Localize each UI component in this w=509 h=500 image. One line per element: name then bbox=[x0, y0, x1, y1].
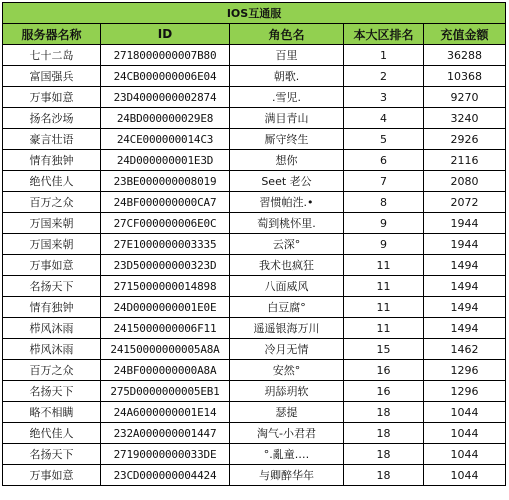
rank-cell: 18 bbox=[344, 444, 424, 465]
server-name-cell: 百万之众 bbox=[3, 360, 101, 381]
player-id-cell: 2715000000014898 bbox=[101, 276, 230, 297]
rank-cell: 16 bbox=[344, 381, 424, 402]
rank-cell: 11 bbox=[344, 255, 424, 276]
server-name-cell: 扬名沙场 bbox=[3, 108, 101, 129]
recharge-amount-cell: 9270 bbox=[424, 87, 506, 108]
server-name-cell: 豪言壮语 bbox=[3, 129, 101, 150]
player-id-cell: 2718000000007B80 bbox=[101, 45, 230, 66]
player-id-cell: 23BE000000008019 bbox=[101, 171, 230, 192]
role-name-cell: 百里 bbox=[230, 45, 344, 66]
recharge-amount-cell: 1044 bbox=[424, 423, 506, 444]
rank-cell: 9 bbox=[344, 213, 424, 234]
recharge-amount-cell: 1296 bbox=[424, 381, 506, 402]
table-row bbox=[3, 45, 506, 66]
header-row bbox=[3, 24, 506, 45]
recharge-amount-cell: 2116 bbox=[424, 150, 506, 171]
rank-cell: 18 bbox=[344, 465, 424, 486]
player-id-cell: 24CB000000006E04 bbox=[101, 66, 230, 87]
role-name-cell: 想你 bbox=[230, 150, 344, 171]
rank-cell: 5 bbox=[344, 129, 424, 150]
recharge-amount-cell: 2080 bbox=[424, 171, 506, 192]
table-row bbox=[3, 255, 506, 276]
server-name-cell: 名扬天下 bbox=[3, 276, 101, 297]
role-name-cell: 淘气-小君君 bbox=[230, 423, 344, 444]
ranking-table-container bbox=[2, 2, 506, 486]
server-name-cell: 绝代佳人 bbox=[3, 171, 101, 192]
rank-cell: 2 bbox=[344, 66, 424, 87]
role-name-cell: 冷月无情 bbox=[230, 339, 344, 360]
table-row bbox=[3, 297, 506, 318]
player-id-cell: 27190000000033DE bbox=[101, 444, 230, 465]
rank-cell: 8 bbox=[344, 192, 424, 213]
player-id-cell: 23D500000000323D bbox=[101, 255, 230, 276]
server-name-cell: 富国强兵 bbox=[3, 66, 101, 87]
role-name-cell: 白豆腐° bbox=[230, 297, 344, 318]
server-name-cell: 栉风沐雨 bbox=[3, 318, 101, 339]
rank-cell: 16 bbox=[344, 360, 424, 381]
role-name-cell: 萄到桃怀里. bbox=[230, 213, 344, 234]
role-name-cell: 習惯帕泩.• bbox=[230, 192, 344, 213]
table-row bbox=[3, 234, 506, 255]
table-row bbox=[3, 318, 506, 339]
table-row bbox=[3, 66, 506, 87]
rank-cell: 4 bbox=[344, 108, 424, 129]
rank-cell: 11 bbox=[344, 318, 424, 339]
recharge-amount-cell: 1494 bbox=[424, 297, 506, 318]
recharge-amount-cell: 1044 bbox=[424, 465, 506, 486]
player-id-cell: 23D4000000002874 bbox=[101, 87, 230, 108]
table-body bbox=[3, 45, 506, 486]
role-name-cell: 安然° bbox=[230, 360, 344, 381]
player-id-cell: 24D0000000001E0E bbox=[101, 297, 230, 318]
server-name-cell: 名扬天下 bbox=[3, 381, 101, 402]
player-id-cell: 24BF000000000A8A bbox=[101, 360, 230, 381]
table-row bbox=[3, 381, 506, 402]
rank-cell: 11 bbox=[344, 297, 424, 318]
ranking-table bbox=[2, 2, 506, 486]
player-id-cell: 27E1000000003335 bbox=[101, 234, 230, 255]
player-id-cell: 27CF000000006E0C bbox=[101, 213, 230, 234]
rank-cell: 7 bbox=[344, 171, 424, 192]
role-name-cell: 与卿醉华年 bbox=[230, 465, 344, 486]
rank-cell: 18 bbox=[344, 402, 424, 423]
player-id-cell: 24150000000005A8A bbox=[101, 339, 230, 360]
rank-cell: 1 bbox=[344, 45, 424, 66]
role-name-cell: 满目青山 bbox=[230, 108, 344, 129]
table-row bbox=[3, 171, 506, 192]
rank-cell: 6 bbox=[344, 150, 424, 171]
server-name-cell: 情有独钟 bbox=[3, 150, 101, 171]
recharge-amount-cell: 1044 bbox=[424, 402, 506, 423]
recharge-amount-cell: 2072 bbox=[424, 192, 506, 213]
table-title: IOS互通服 bbox=[3, 3, 506, 24]
server-name-cell: 万事如意 bbox=[3, 255, 101, 276]
player-id-cell: 2415000000006F11 bbox=[101, 318, 230, 339]
rank-cell: 11 bbox=[344, 276, 424, 297]
table-row bbox=[3, 150, 506, 171]
recharge-amount-cell: 2926 bbox=[424, 129, 506, 150]
table-row bbox=[3, 360, 506, 381]
player-id-cell: 24BF000000000CA7 bbox=[101, 192, 230, 213]
server-name-cell: 百万之众 bbox=[3, 192, 101, 213]
role-name-cell: Seet 老公 bbox=[230, 171, 344, 192]
player-id-cell: 232A000000001447 bbox=[101, 423, 230, 444]
role-name-cell: °.亂童.… bbox=[230, 444, 344, 465]
table-row bbox=[3, 465, 506, 486]
recharge-amount-cell: 1494 bbox=[424, 318, 506, 339]
table-row bbox=[3, 108, 506, 129]
column-header-role-name: 角色名 bbox=[230, 24, 344, 45]
table-row bbox=[3, 87, 506, 108]
server-name-cell: 七十二岛 bbox=[3, 45, 101, 66]
column-header-id: ID bbox=[101, 24, 230, 45]
table-row bbox=[3, 423, 506, 444]
role-name-cell: 朝歌. bbox=[230, 66, 344, 87]
rank-cell: 18 bbox=[344, 423, 424, 444]
table-row bbox=[3, 192, 506, 213]
role-name-cell: 我术也疯狂 bbox=[230, 255, 344, 276]
table-row bbox=[3, 402, 506, 423]
recharge-amount-cell: 1494 bbox=[424, 255, 506, 276]
recharge-amount-cell: 1296 bbox=[424, 360, 506, 381]
player-id-cell: 24BD000000029E8 bbox=[101, 108, 230, 129]
table-row bbox=[3, 213, 506, 234]
server-name-cell: 万事如意 bbox=[3, 87, 101, 108]
table-row bbox=[3, 339, 506, 360]
server-name-cell: 万国来朝 bbox=[3, 234, 101, 255]
recharge-amount-cell: 10368 bbox=[424, 66, 506, 87]
role-name-cell: 八面威风 bbox=[230, 276, 344, 297]
rank-cell: 9 bbox=[344, 234, 424, 255]
table-row bbox=[3, 444, 506, 465]
recharge-amount-cell: 36288 bbox=[424, 45, 506, 66]
recharge-amount-cell: 1494 bbox=[424, 276, 506, 297]
table-row bbox=[3, 129, 506, 150]
role-name-cell: 厮守终生 bbox=[230, 129, 344, 150]
recharge-amount-cell: 1462 bbox=[424, 339, 506, 360]
server-name-cell: 情有独钟 bbox=[3, 297, 101, 318]
server-name-cell: 绝代佳人 bbox=[3, 423, 101, 444]
recharge-amount-cell: 1044 bbox=[424, 444, 506, 465]
player-id-cell: 24CE000000014C3 bbox=[101, 129, 230, 150]
server-name-cell: 万国来朝 bbox=[3, 213, 101, 234]
role-name-cell: 玥舔玥软 bbox=[230, 381, 344, 402]
role-name-cell: 瑟提 bbox=[230, 402, 344, 423]
role-name-cell: 遥遥银海万川 bbox=[230, 318, 344, 339]
column-header-rank: 本大区排名 bbox=[344, 24, 424, 45]
server-name-cell: 栉风沐雨 bbox=[3, 339, 101, 360]
role-name-cell: 云深° bbox=[230, 234, 344, 255]
recharge-amount-cell: 1944 bbox=[424, 234, 506, 255]
rank-cell: 3 bbox=[344, 87, 424, 108]
server-name-cell: 略不相瞒 bbox=[3, 402, 101, 423]
recharge-amount-cell: 3240 bbox=[424, 108, 506, 129]
table-row bbox=[3, 276, 506, 297]
column-header-amount: 充值金额 bbox=[424, 24, 506, 45]
rank-cell: 15 bbox=[344, 339, 424, 360]
player-id-cell: 275D0000000005EB1 bbox=[101, 381, 230, 402]
player-id-cell: 24A6000000001E14 bbox=[101, 402, 230, 423]
recharge-amount-cell: 1944 bbox=[424, 213, 506, 234]
player-id-cell: 23CD000000004424 bbox=[101, 465, 230, 486]
player-id-cell: 24D000000001E3D bbox=[101, 150, 230, 171]
role-name-cell: .雪児. bbox=[230, 87, 344, 108]
column-header-server: 服务器名称 bbox=[3, 24, 101, 45]
server-name-cell: 万事如意 bbox=[3, 465, 101, 486]
server-name-cell: 名扬天下 bbox=[3, 444, 101, 465]
